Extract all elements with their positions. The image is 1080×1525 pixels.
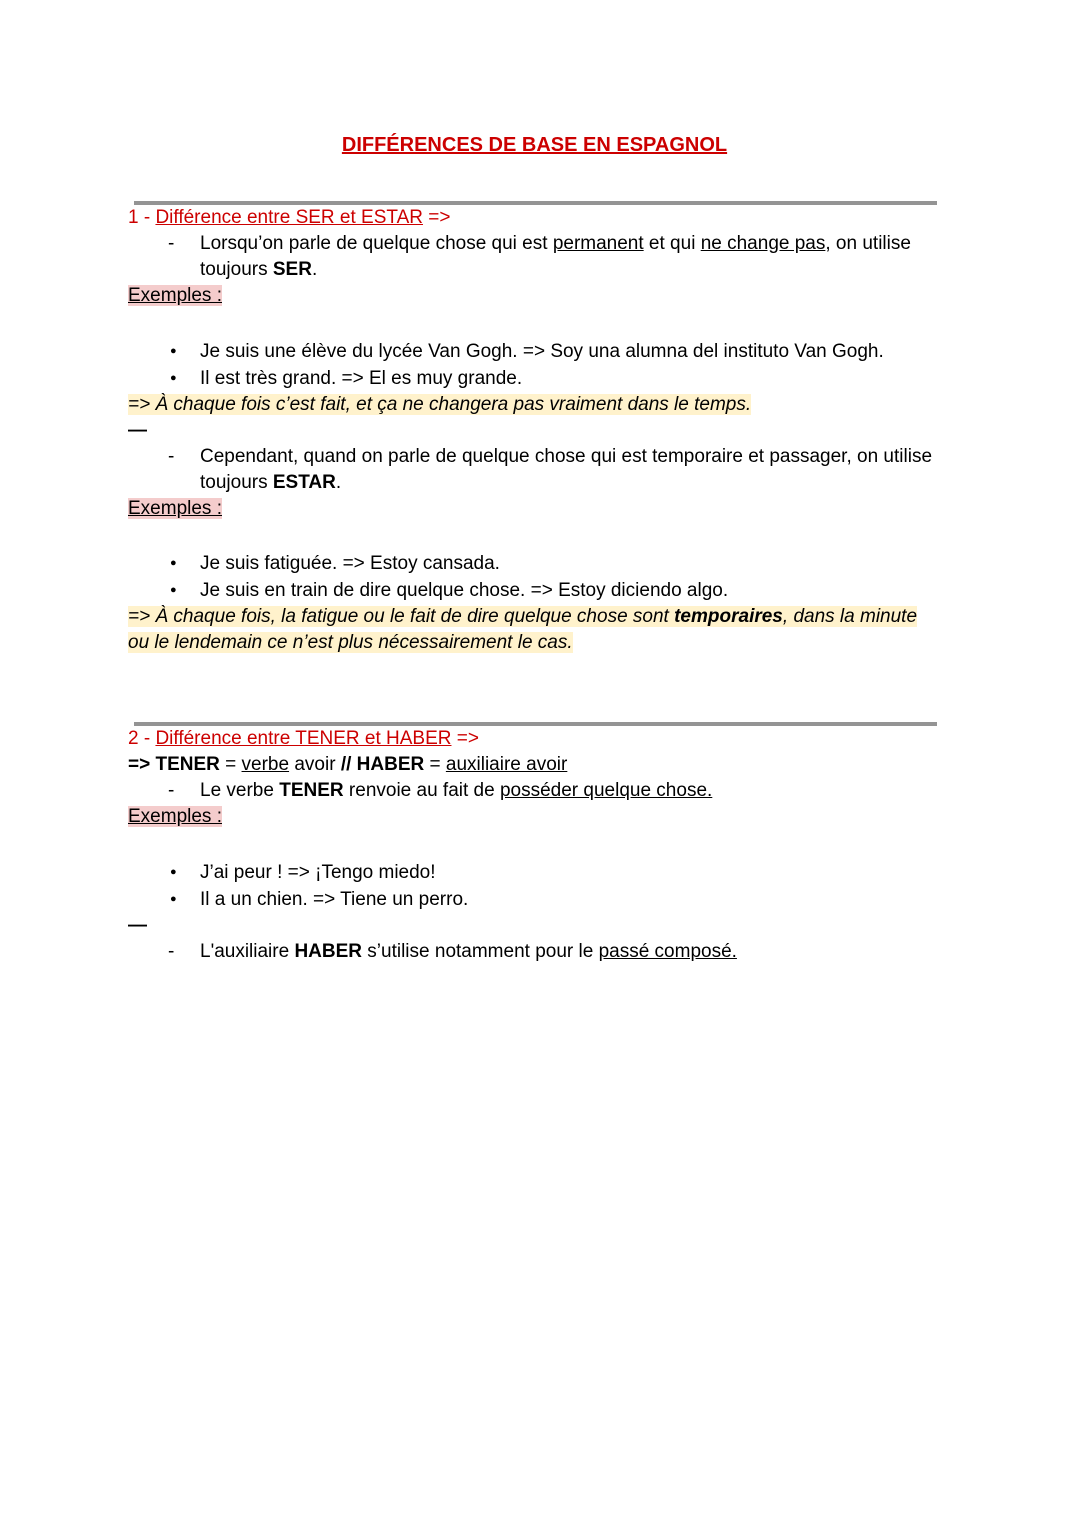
section1-heading: 1 - Différence entre SER et ESTAR => xyxy=(128,207,451,228)
list-item xyxy=(128,886,941,913)
dash-marker: - xyxy=(168,780,175,801)
bullet-icon: ● xyxy=(170,372,177,384)
rule-ser-item xyxy=(128,231,941,283)
rule-haber-item xyxy=(128,939,941,965)
example-text: Je suis une élève du lycée Van Gogh. => Soy una alumna del instituto Van Gogh. xyxy=(200,341,884,362)
examples-label-ser: Exemples : xyxy=(128,285,222,306)
examples-list-estar xyxy=(128,550,941,604)
example-text: J’ai peur ! => ¡Tengo miedo! xyxy=(200,862,436,883)
dash-marker: - xyxy=(168,941,175,962)
tener-haber-definition: => TENER = verbe avoir // HABER = auxiliaire avoir xyxy=(128,754,568,775)
dash-marker: - xyxy=(168,233,175,254)
list-item xyxy=(128,338,941,365)
example-text: Je suis en train de dire quelque chose. => Estoy diciendo algo. xyxy=(200,580,729,601)
list-item xyxy=(128,859,941,886)
list-item xyxy=(128,365,941,392)
document-title: DIFFÉRENCES DE BASE EN ESPAGNOL xyxy=(341,134,728,156)
examples-label-estar: Exemples : xyxy=(128,498,222,519)
separator-dash: — xyxy=(128,420,147,441)
examples-label-tener: Exemples : xyxy=(128,806,222,827)
rule-estar-text: Cependant, quand on parle de quelque chose qui est temporaire et passager, on utilise toujours ESTAR. xyxy=(200,446,933,493)
dash-marker: - xyxy=(168,446,175,467)
example-text: Je suis fatiguée. => Estoy cansada. xyxy=(200,553,500,574)
rule-tener-text: Le verbe TENER renvoie au fait de posséder quelque chose. xyxy=(200,780,713,801)
bullet-icon: ● xyxy=(170,584,177,596)
list-item xyxy=(128,577,941,604)
bullet-icon: ● xyxy=(170,345,177,357)
examples-list-ser xyxy=(128,338,941,392)
note-estar: => À chaque fois, la fatigue ou le fait de dire quelque chose sont temporaires, dans la minute ou le lendemain ce n’est plus nécessairement le cas. xyxy=(128,606,918,653)
rule-ser-text: Lorsqu’on parle de quelque chose qui est permanent et qui ne change pas, on utilise toujours SER. xyxy=(200,233,911,280)
bullet-icon: ● xyxy=(170,557,177,569)
example-text: Il est très grand. => El es muy grande. xyxy=(200,368,523,389)
bullet-icon: ● xyxy=(170,893,177,905)
rule-tener-item xyxy=(128,778,941,804)
separator-dash: — xyxy=(128,915,147,936)
example-text: Il a un chien. => Tiene un perro. xyxy=(200,889,469,910)
bullet-icon: ● xyxy=(170,866,177,878)
list-item xyxy=(128,550,941,577)
examples-list-tener xyxy=(128,859,941,913)
rule-estar-item xyxy=(128,444,941,496)
note-ser: => À chaque fois c’est fait, et ça ne changera pas vraiment dans le temps. xyxy=(128,394,752,415)
rule-haber-text: L'auxiliaire HABER s’utilise notamment pour le passé composé. xyxy=(200,941,737,962)
section2-heading: 2 - Différence entre TENER et HABER => xyxy=(128,728,479,749)
